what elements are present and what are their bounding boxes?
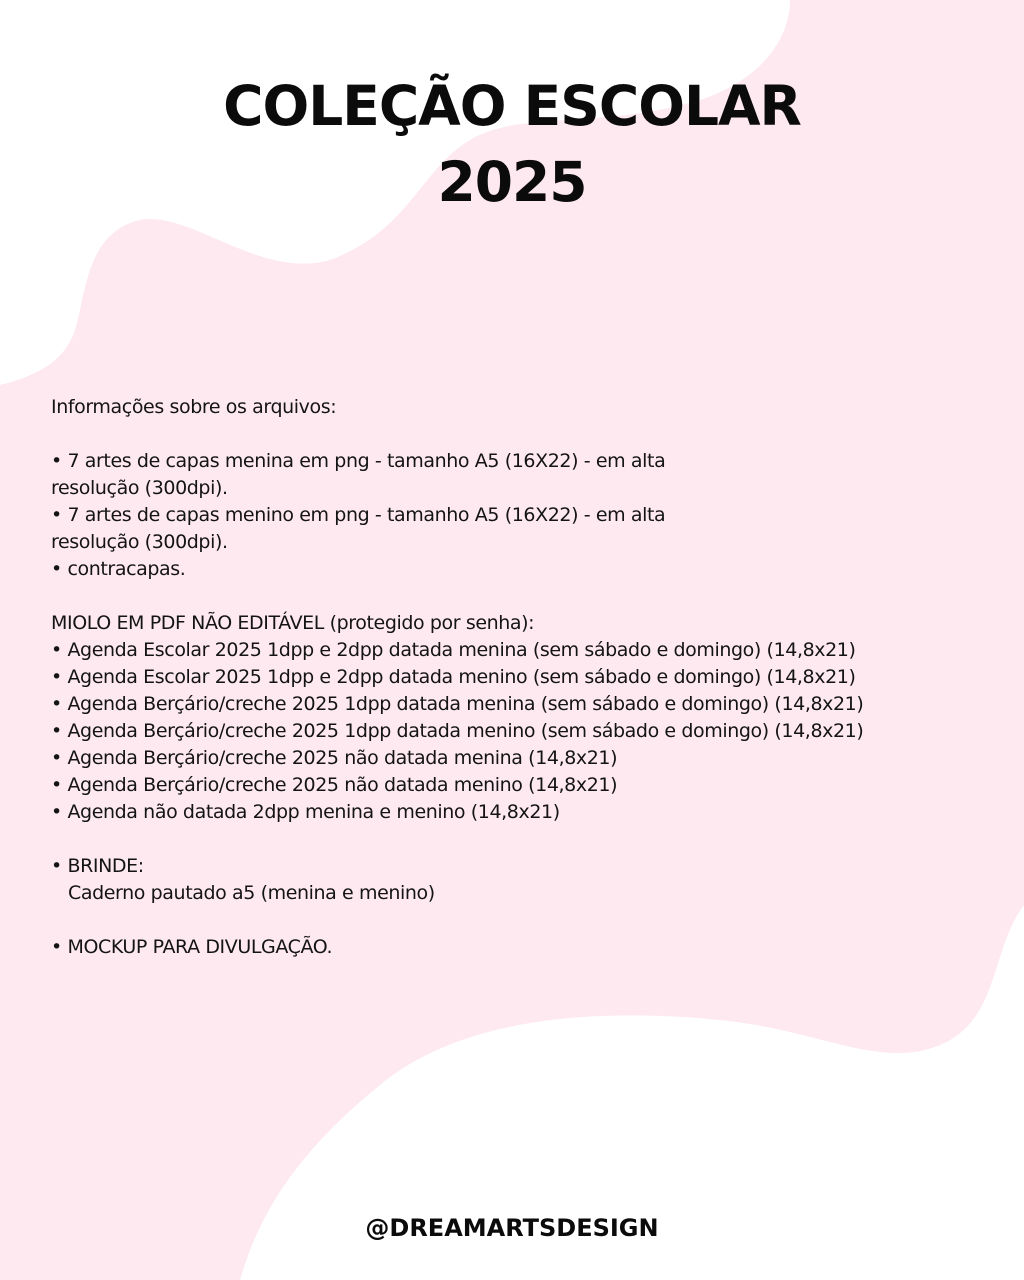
miolo-item: • Agenda Berçário/creche 2025 não datada menina (14,8x21) [51,747,618,769]
brinde-label: • BRINDE: [51,855,144,877]
spacer [51,826,991,853]
file-info-block [51,394,991,961]
page-title [0,68,1024,220]
miolo-item: • Agenda Berçário/creche 2025 1dpp datada menino (sem sábado e domingo) (14,8x21) [51,720,864,742]
cover-item: resolução (300dpi). [51,531,228,553]
miolo-heading: MIOLO EM PDF NÃO EDITÁVEL (protegido por senha): [51,612,535,634]
cover-item: • contracapas. [51,558,186,580]
cover-item: • 7 artes de capas menina em png - tamanho A5 (16X22) - em alta [51,450,666,472]
instagram-handle: @DREAMARTSDESIGN [365,1214,659,1242]
brinde-item: Caderno pautado a5 (menina e menino) [68,882,435,904]
spacer [51,907,991,934]
miolo-item: • Agenda Escolar 2025 1dpp e 2dpp datada menina (sem sábado e domingo) (14,8x21) [51,639,856,661]
spacer [51,583,991,610]
cover-item: • 7 artes de capas menino em png - tamanho A5 (16X22) - em alta [51,504,666,526]
miolo-item: • Agenda Berçário/creche 2025 1dpp datada menina (sem sábado e domingo) (14,8x21) [51,693,864,715]
title-line-2: 2025 [437,150,587,214]
info-heading: Informações sobre os arquivos: [51,396,337,418]
miolo-item: • Agenda não datada 2dpp menina e menino (14,8x21) [51,801,560,823]
cover-item: resolução (300dpi). [51,477,228,499]
mockup-item: • MOCKUP PARA DIVULGAÇÃO. [51,936,333,958]
miolo-item: • Agenda Berçário/creche 2025 não datada menino (14,8x21) [51,774,618,796]
title-line-1: COLEÇÃO ESCOLAR [223,74,801,138]
miolo-item: • Agenda Escolar 2025 1dpp e 2dpp datada menino (sem sábado e domingo) (14,8x21) [51,666,856,688]
spacer [51,421,991,448]
